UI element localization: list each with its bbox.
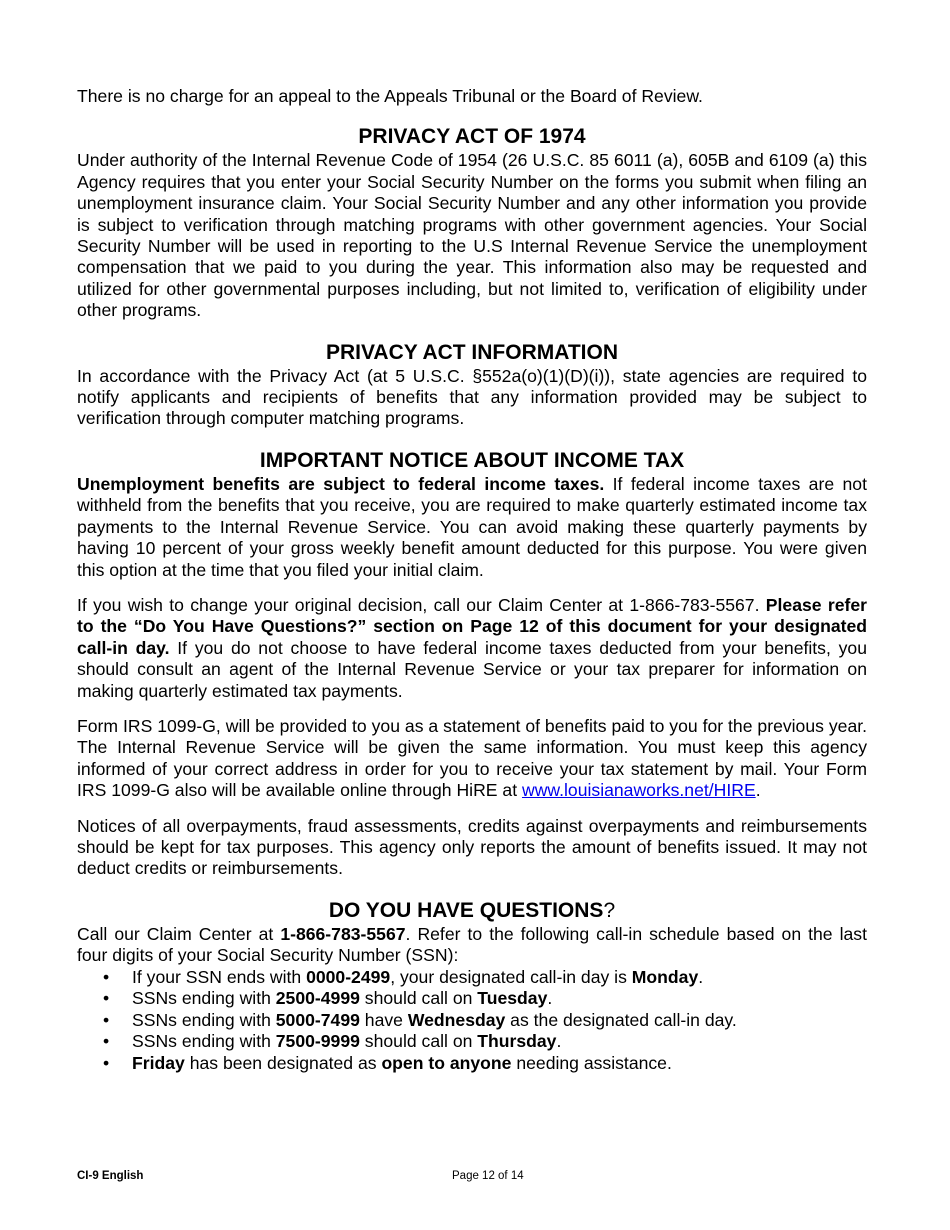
list-text: SSNs ending with: [132, 1009, 276, 1030]
income-tax-p3-end: .: [755, 780, 761, 801]
bullet-icon: •: [103, 988, 110, 1009]
appeal-note: There is no charge for an appeal to the Appeals Tribunal or the Board of Review.: [77, 86, 703, 106]
questions-intro-rest: . Refer to the following call-in schedule based on the last four digits of your Social Security Number (SSN):: [77, 923, 867, 966]
questions-heading-text: DO YOU HAVE QUESTIONS: [328, 898, 604, 922]
call-in-day: Monday: [631, 966, 699, 987]
questions-intro: [77, 924, 867, 967]
ssn-range: 0000-2499: [306, 966, 391, 987]
document-page: [77, 86, 867, 1075]
income-tax-p2-start: If you wish to change your original decision, call our Claim Center at 1-866-783-5567.: [77, 594, 766, 615]
list-text: .: [698, 966, 704, 987]
bullet-icon: •: [103, 1009, 110, 1030]
privacy-act-1974-body: Under authority of the Internal Revenue Code of 1954 (26 U.S.C. 85 6011 (a), 605B and 6109 (a) this Agency requires that you enter your Social Security Number on the forms you submit when filing an unemployment insurance claim. Your Social Security Number and any other information you provide is subject to verification through matching programs with other government agencies. Your Social Security Number will be used in reporting to the U.S Internal Revenue Service the unemployment compensation that we paid to you during the year. This information also may be requested and utilized for other governmental purposes including, but not limited to, verification of eligibility under other programs.: [77, 150, 867, 321]
list-item: [77, 967, 867, 989]
claim-center-phone: 1-866-783-5567: [280, 923, 406, 944]
ssn-range: 7500-9999: [275, 1031, 360, 1052]
privacy-act-info-heading: PRIVACY ACT INFORMATION: [325, 340, 619, 364]
list-item: [77, 1053, 867, 1075]
list-item: [77, 1010, 867, 1032]
list-text: , your designated call-in day is: [390, 966, 632, 987]
call-in-day: Wednesday: [407, 1009, 506, 1030]
ssn-range: 5000-7499: [275, 1009, 360, 1030]
income-tax-p3-start: Form IRS 1099-G, will be provided to you as a statement of benefits paid to you for the previous year. The Internal Revenue Service will be given the same information. You must keep this agency informed of your correct address in order for you to receive your tax statement by mail. Your Form IRS 1099-G also will be available online through HiRE at: [77, 715, 867, 801]
list-item: [77, 1031, 867, 1053]
bullet-icon: •: [103, 1052, 110, 1073]
privacy-act-info-body: In accordance with the Privacy Act (at 5 U.S.C. §552a(o)(1)(D)(i)), state agencies are required to notify applicants and recipients of benefits that any information provided may be subject to verification through computer matching programs.: [77, 365, 867, 429]
ssn-range: 2500-4999: [275, 988, 360, 1009]
list-text: have: [359, 1009, 408, 1030]
income-tax-p2-bold: Please refer to the “Do You Have Questions?” section on Page 12 of this document for your designated call-in day.: [77, 594, 867, 658]
bullet-icon: •: [103, 1031, 110, 1052]
questions-intro-start: Call our Claim Center at: [77, 923, 281, 944]
income-tax-paragraph-3: [77, 716, 867, 802]
income-tax-paragraph-1: [77, 474, 867, 581]
footer-form-id: CI-9 English: [77, 1170, 144, 1182]
list-text: SSNs ending with: [132, 1031, 276, 1052]
hire-website-link[interactable]: www.louisianaworks.net/HIRE: [521, 780, 756, 801]
income-tax-paragraph-4: Notices of all overpayments, fraud assessments, credits against overpayments and reimbursements should be kept for tax purposes. This agency only reports the amount of benefits issued. It may not deduct credits or reimbursements.: [77, 815, 867, 879]
call-in-day: Thursday: [477, 1031, 557, 1052]
bullet-icon: •: [103, 966, 110, 987]
list-text: If your SSN ends with: [132, 966, 307, 987]
income-tax-bold-lead: Unemployment benefits are subject to federal income taxes.: [77, 473, 605, 494]
income-tax-paragraph-2: [77, 595, 867, 702]
footer-page-number: Page 12 of 14: [452, 1170, 524, 1182]
income-tax-heading: IMPORTANT NOTICE ABOUT INCOME TAX: [259, 448, 685, 472]
list-text: SSNs ending with: [132, 988, 276, 1009]
call-in-day: Tuesday: [477, 988, 548, 1009]
list-text: .: [547, 988, 553, 1009]
list-text: has been designated as: [184, 1052, 382, 1073]
call-in-schedule-list: [77, 967, 867, 1075]
list-item: [77, 988, 867, 1010]
call-in-day: Friday: [132, 1052, 185, 1073]
list-text: as the designated call-in day.: [505, 1009, 737, 1030]
privacy-act-1974-heading: PRIVACY ACT OF 1974: [358, 125, 586, 149]
income-tax-p2-rest: If you do not choose to have federal income taxes deducted from your benefits, you should consult an agent of the Internal Revenue Service or your tax preparer for information on making quarterly estimated tax payments.: [77, 637, 867, 701]
questions-heading-mark: ?: [603, 898, 616, 922]
list-text: .: [556, 1031, 562, 1052]
list-text: should call on: [359, 988, 478, 1009]
list-text: needing assistance.: [511, 1052, 672, 1073]
income-tax-p1-text: If federal income taxes are not withheld from the benefits that you receive, you are required to make quarterly estimated income tax payments to the Internal Revenue Service. You can avoid making these quarterly payments by having 10 percent of your gross weekly benefit amount deducted for this purpose. You were given this option at the time that you filed your initial claim.: [77, 473, 867, 580]
list-text: should call on: [359, 1031, 478, 1052]
questions-heading: [77, 898, 867, 924]
open-to-anyone: open to anyone: [381, 1052, 512, 1073]
